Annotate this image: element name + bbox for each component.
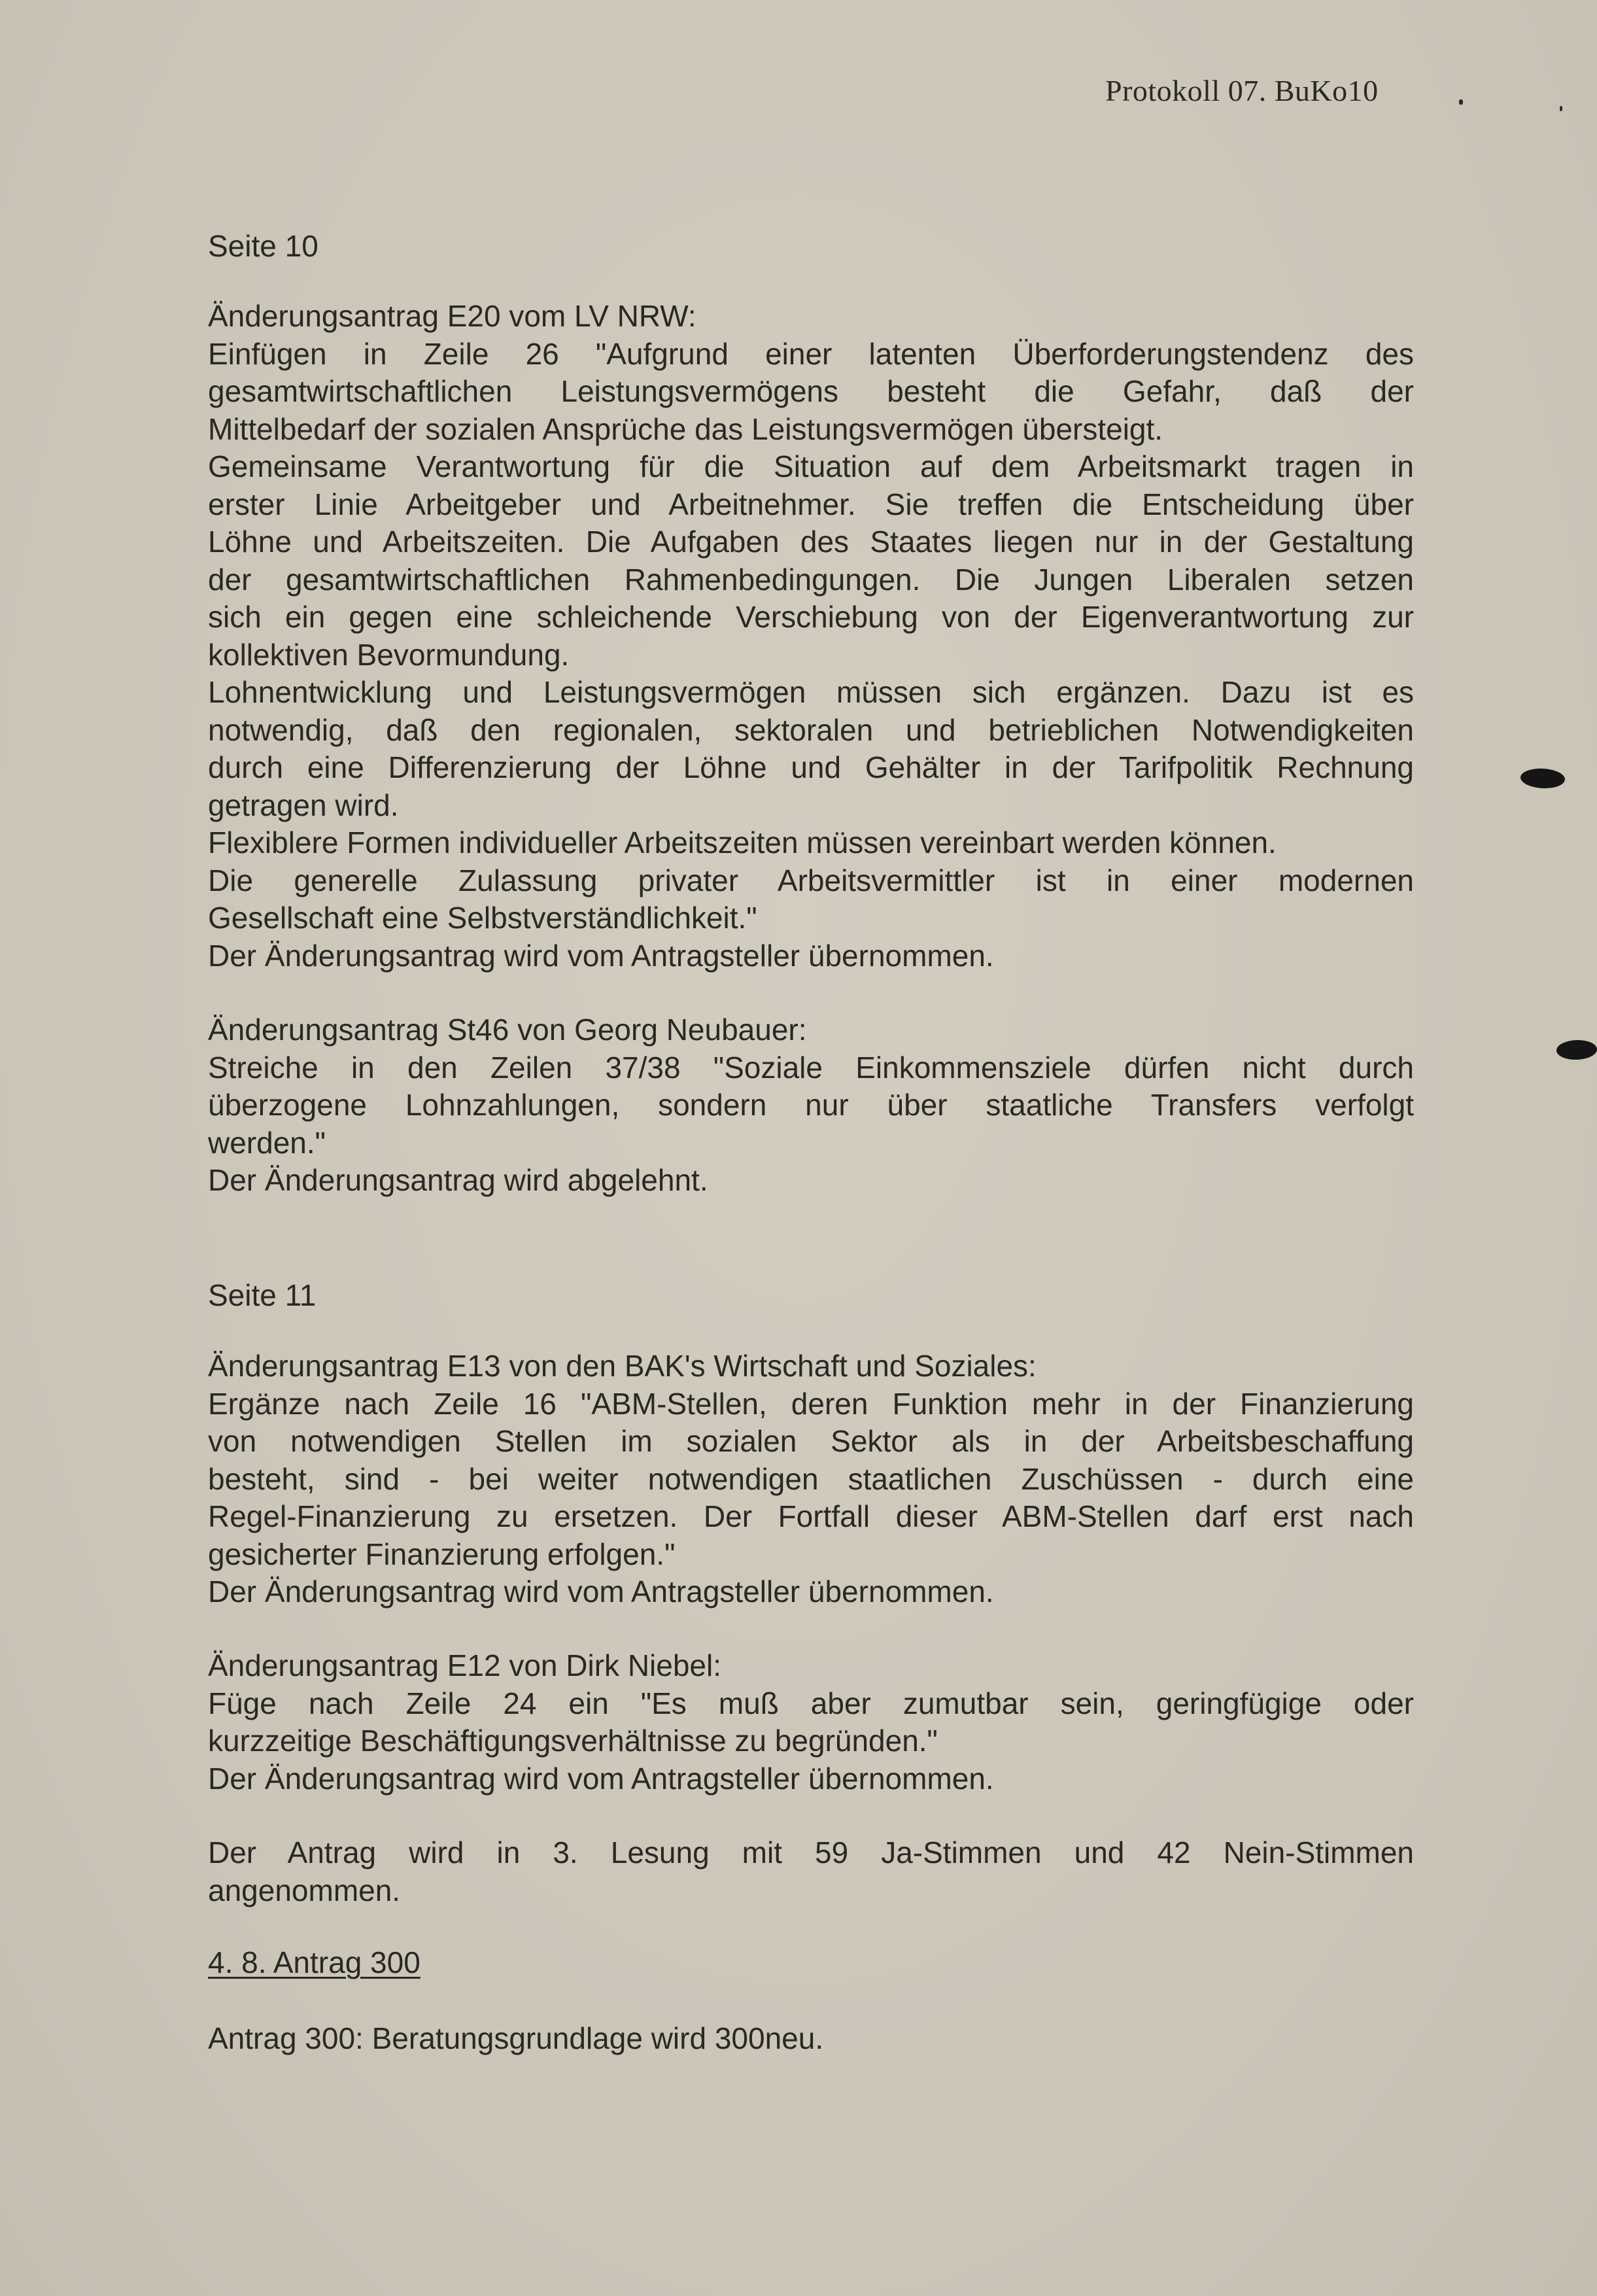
amendment-st46 [208,1011,1414,1200]
amendment-line: Füge nach Zeile 24 ein "Es muß aber zumutbar sein, geringfügige oder [208,1686,1414,1720]
amendment-title: Änderungsantrag E12 von Dirk Niebel: [208,1648,722,1682]
amendment-line: der gesamtwirtschaftlichen Rahmenbedingungen. Die Jungen Liberalen setzen [208,562,1414,597]
amendment-line: Die generelle Zulassung privater Arbeitsvermittler ist in einer modernen [208,863,1414,897]
amendment-line: Gemeinsame Verantwortung für die Situation auf dem Arbeitsmarkt tragen in [208,449,1414,483]
amendment-result: Der Änderungsantrag wird vom Antragsteller übernommen. [208,1761,994,1796]
vote-line: angenommen. [208,1873,401,1907]
amendment-result: Der Änderungsantrag wird vom Antragsteller übernommen. [208,938,994,973]
amendment-result: Der Änderungsantrag wird vom Antragsteller übernommen. [208,1574,994,1609]
amendment-title: Änderungsantrag St46 von Georg Neubauer: [208,1013,807,1047]
section-heading-antrag-300: 4. 8. Antrag 300 [208,1945,421,1979]
antrag-300-text: Antrag 300: Beratungsgrundlage wird 300neu. [208,2021,824,2055]
amendment-e13 [208,1348,1414,1611]
amendment-e20 [208,298,1414,975]
amendment-result: Der Änderungsantrag wird abgelehnt. [208,1163,708,1197]
amendment-line: notwendig, daß den regionalen, sektoralen und betrieblichen Notwendigkeiten [208,712,1414,747]
amendment-line: Ergänze nach Zeile 16 "ABM-Stellen, deren Funktion mehr in der Finanzierung [208,1386,1414,1421]
amendment-line: durch eine Differenzierung der Löhne und Gehälter in der Tarifpolitik Rechnung [208,750,1414,784]
amendment-line: von notwendigen Stellen im sozialen Sektor als in der Arbeitsbeschaffung [208,1424,1414,1458]
amendment-line: Mittelbedarf der sozialen Ansprüche das Leistungsvermögen übersteigt. [208,411,1163,446]
paper-speck [1459,99,1463,105]
amendment-line: gesamtwirtschaftlichen Leistungsvermögens besteht die Gefahr, daß der [208,374,1414,408]
amendment-line: Gesellschaft eine Selbstverständlichkeit." [208,901,757,935]
amendment-e12 [208,1647,1414,1798]
amendment-title: Änderungsantrag E13 von den BAK's Wirtschaft und Soziales: [208,1349,1037,1383]
amendment-line: Löhne und Arbeitszeiten. Die Aufgaben des Staates liegen nur in der Gestaltung [208,525,1414,559]
paper-speck [1560,106,1562,111]
amendment-line: Einfügen in Zeile 26 "Aufgrund einer latenten Überforderungstendenz des [208,336,1414,371]
amendment-title: Änderungsantrag E20 vom LV NRW: [208,299,696,333]
amendment-line: gesicherter Finanzierung erfolgen." [208,1537,676,1571]
amendment-line: sich ein gegen eine schleichende Verschiebung von der Eigenverantwortung zur [208,600,1414,634]
protocol-header: Protokoll 07. BuKo10 [1105,74,1379,107]
vote-result [208,1834,1414,1909]
punch-hole-mark [1520,767,1565,790]
amendment-line: werden." [208,1125,326,1160]
amendment-line: Streiche in den Zeilen 37/38 "Soziale Einkommensziele dürfen nicht durch [208,1050,1414,1085]
amendment-line: kollektiven Bevormundung. [208,637,570,672]
amendment-line: Flexiblere Formen individueller Arbeitszeiten müssen vereinbart werden können. [208,826,1277,860]
vote-line: Der Antrag wird in 3. Lesung mit 59 Ja-Stimmen und 42 Nein-Stimmen [208,1835,1414,1870]
punch-hole-mark [1556,1039,1597,1060]
page-heading-seite-10: Seite 10 [208,229,318,263]
amendment-line: besteht, sind - bei weiter notwendigen staatlichen Zuschüssen - durch eine [208,1461,1414,1496]
amendment-line: getragen wird. [208,788,399,822]
amendment-line: Lohnentwicklung und Leistungsvermögen müssen sich ergänzen. Dazu ist es [208,675,1414,709]
amendment-line: überzogene Lohnzahlungen, sondern nur über staatliche Transfers verfolgt [208,1088,1414,1122]
page-heading-seite-11: Seite 11 [208,1278,317,1312]
amendment-line: erster Linie Arbeitgeber und Arbeitnehmer. Sie treffen die Entscheidung über [208,487,1414,521]
amendment-line: Regel-Finanzierung zu ersetzen. Der Fortfall dieser ABM-Stellen darf erst nach [208,1499,1414,1533]
amendment-line: kurzzeitige Beschäftigungsverhältnisse zu begründen." [208,1724,938,1758]
